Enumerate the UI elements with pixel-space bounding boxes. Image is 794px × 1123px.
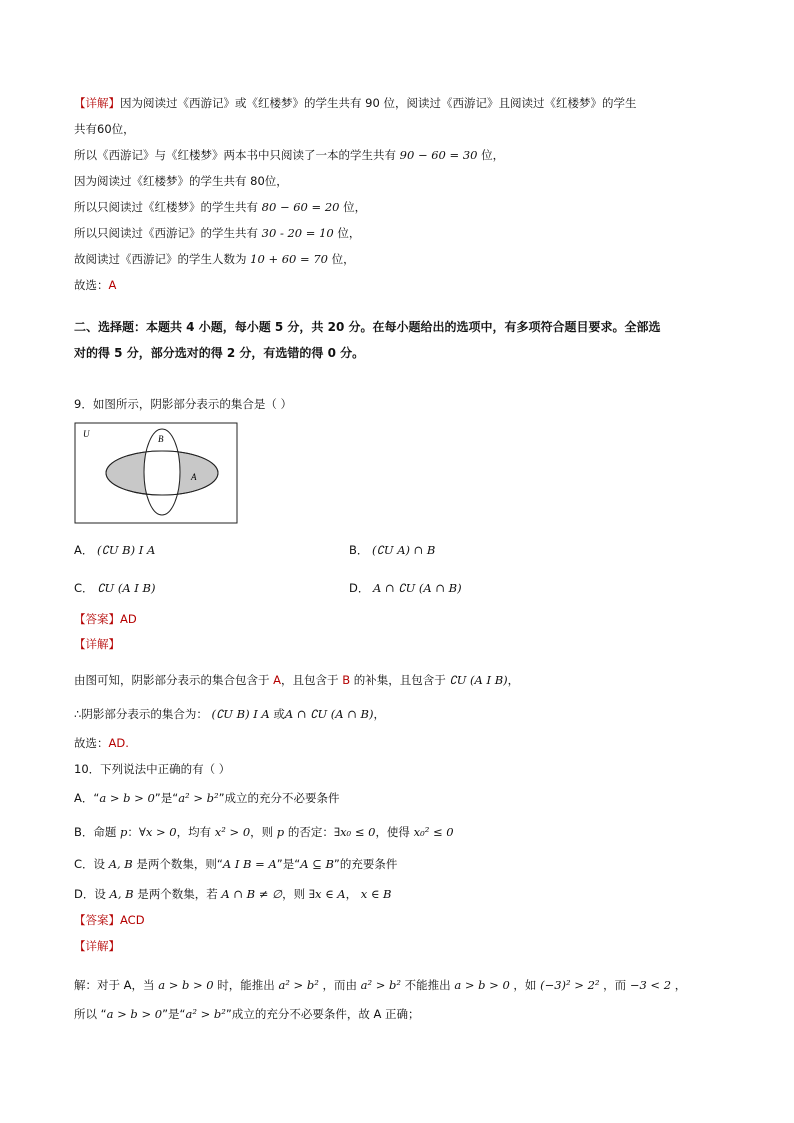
q8-line-2: 共有60位， [74, 122, 135, 136]
q8-line-3: 所以《西游记》与《红楼梦》两本书中只阅读了一本的学生共有 90 − 60 = 30 位， [74, 148, 505, 162]
q9-option-a[interactable]: A． (∁U B) I A [74, 543, 156, 557]
q8-line-4: 因为阅读过《红楼梦》的学生共有 80位， [74, 174, 288, 188]
section-2-header-2: 对的得 5 分，部分选对的得 2 分，有选错的得 0 分。 [74, 346, 365, 360]
section-2-header-1: 二、选择题：本题共 4 小题，每小题 5 分，共 20 分。在每小题给出的选项中，有多项符合题目要求。全部选 [74, 320, 661, 334]
q10-solution-1: 解：对于 A，当 a > b > 0 时，能推出 a² > b² ，而由 a² > b² 不能推出 a > b > 0 ，如 (−3)² > 2² ，而 −3 < 2 ， [74, 978, 687, 992]
q10-answer-label: 【答案】ACD [74, 913, 145, 927]
q10-detail-label: 【详解】 [74, 939, 120, 953]
q10-option-a[interactable]: A．“a > b > 0”是“a² > b²”成立的充分不必要条件 [74, 791, 340, 805]
q9-detail-label: 【详解】 [74, 637, 120, 651]
q10-option-d[interactable]: D．设 A, B 是两个数集，若 A ∩ B ≠ ∅，则 ∃x ∈ A， x ∈ B [74, 887, 392, 901]
detail-label: 【详解】 [74, 96, 120, 110]
q9-option-c[interactable]: C． ∁U (A I B) [74, 581, 156, 595]
q8-line-1: 【详解】因为阅读过《西游记》或《红楼梦》的学生共有 90 位，阅读过《西游记》且阅读过《红楼梦》的学生 [74, 96, 637, 110]
q9-explanation-2: ∴阴影部分表示的集合为： (∁U B) I A 或A ∩ ∁U (A ∩ B)， [74, 707, 385, 721]
q10-solution-2: 所以 “a > b > 0”是“a² > b²”成立的充分不必要条件，故 A 正确； [74, 1007, 420, 1021]
label-a: A [191, 472, 197, 482]
q9-option-d[interactable]: D． A ∩ ∁U (A ∩ B) [349, 581, 462, 595]
label-b: B [158, 434, 164, 444]
q9-option-b[interactable]: B． (∁U A) ∩ B [349, 543, 436, 557]
q8-line-7: 故阅读过《西游记》的学生人数为 10 + 60 = 70 位， [74, 252, 355, 266]
q8-line-6: 所以只阅读过《西游记》的学生共有 30 - 20 = 10 位， [74, 226, 361, 240]
q9-explanation-1: 由图可知，阴影部分表示的集合包含于 A，且包含于 B 的补集，且包含于 ∁U (A I B)， [74, 673, 520, 687]
q8-answer: 故选：A [74, 278, 117, 292]
q10-stem: 10．下列说法中正确的有（ ） [74, 762, 231, 776]
q10-option-c[interactable]: C．设 A, B 是两个数集，则“A I B = A”是“A ⊆ B”的充要条件 [74, 857, 398, 871]
q9-stem: 9．如图所示，阴影部分表示的集合是（ ） [74, 397, 292, 411]
q9-answer-label: 【答案】AD [74, 612, 137, 626]
q9-answer: 故选：AD. [74, 736, 129, 750]
label-u: U [83, 429, 90, 439]
q8-line-5: 所以只阅读过《红楼梦》的学生共有 80 − 60 = 20 位， [74, 200, 367, 214]
q10-option-b[interactable]: B．命题 p：∀x > 0，均有 x² > 0，则 p 的否定：∃x₀ ≤ 0，使得 x₀² ≤ 0 [74, 825, 454, 839]
venn-diagram [74, 422, 240, 526]
